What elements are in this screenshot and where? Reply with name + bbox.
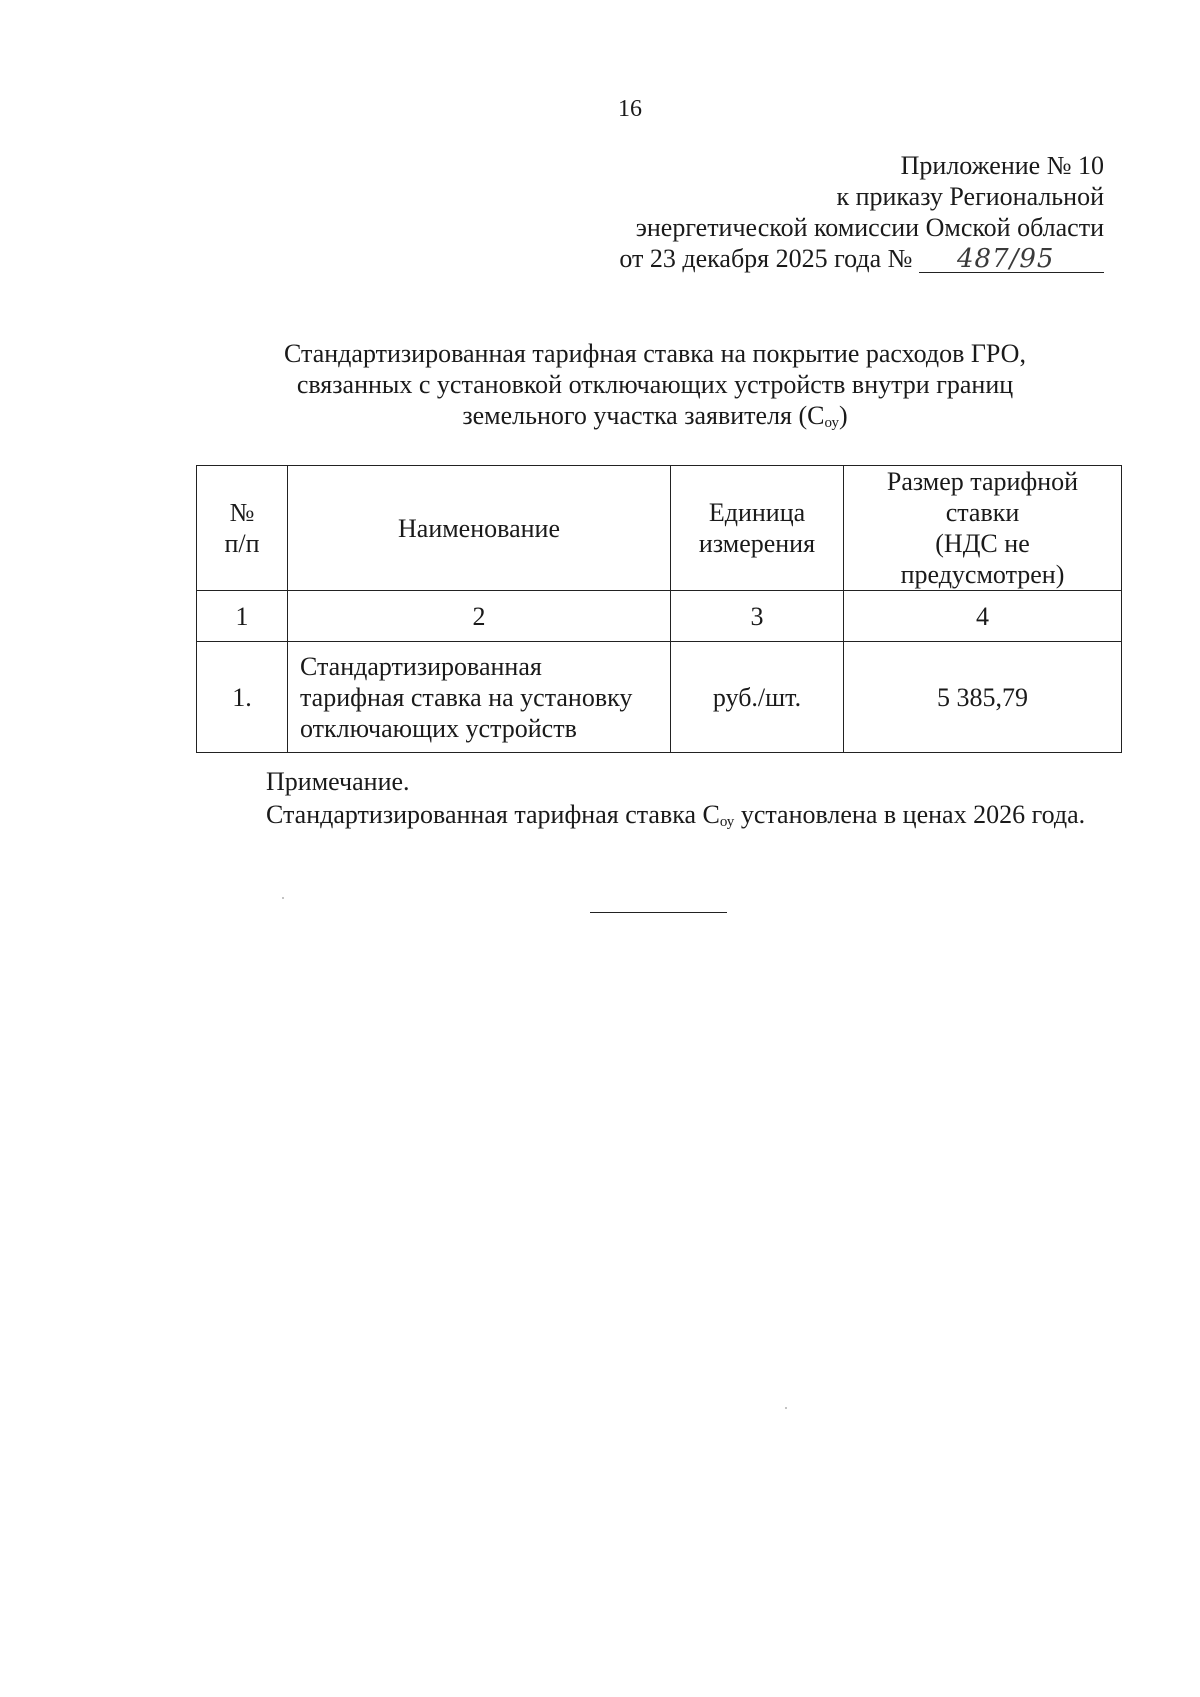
table-row xyxy=(197,642,1122,753)
appendix-date-prefix: от 23 декабря 2025 года № xyxy=(619,244,913,273)
header-unit-line-2: измерения xyxy=(698,529,816,558)
scan-speck xyxy=(282,897,284,899)
column-index-2: 2 xyxy=(288,591,671,642)
title-line-3-close: ) xyxy=(838,401,848,430)
document-title xyxy=(200,338,1110,439)
note-section xyxy=(196,765,1122,839)
title-line-3-text: земельного участка заявителя (С xyxy=(462,401,825,430)
row-rate: 5 385,79 xyxy=(844,642,1122,753)
note-text-start: Стандартизированная тарифная ставка С xyxy=(266,800,720,829)
header-rate-line-1: Размер тарифной ставки xyxy=(886,467,1079,527)
column-index-3: 3 xyxy=(671,591,844,642)
header-unit xyxy=(671,466,844,591)
appendix-header xyxy=(619,150,1104,274)
title-subscript: оу xyxy=(824,415,839,431)
header-num-line-2: п/п xyxy=(224,529,260,558)
appendix-line-1: Приложение № 10 xyxy=(900,151,1104,180)
row-name-line-2: тарифная ставка на установку xyxy=(300,682,633,712)
title-line-2: связанных с установкой отключающих устройств внутри границ xyxy=(296,370,1014,399)
appendix-line-4 xyxy=(619,243,1104,274)
title-line-1: Стандартизированная тарифная ставка на покрытие расходов ГРО, xyxy=(284,339,1026,368)
row-num: 1. xyxy=(197,642,288,753)
note-subscript: оу xyxy=(719,814,735,830)
end-divider xyxy=(590,912,727,913)
handwritten-order-number: 487/95 xyxy=(919,246,1104,273)
tariff-table xyxy=(196,465,1122,753)
header-rate-line-2: (НДС не предусмотрен) xyxy=(900,529,1065,589)
note-text-end: установлена в ценах 2026 года. xyxy=(734,800,1086,829)
column-index-1: 1 xyxy=(197,591,288,642)
row-unit: руб./шт. xyxy=(671,642,844,753)
scan-speck xyxy=(785,1407,787,1409)
header-num-line-1: № xyxy=(229,498,255,527)
note-text xyxy=(196,798,1122,839)
table-header-row xyxy=(197,466,1122,591)
header-rate xyxy=(844,466,1122,591)
header-num xyxy=(197,466,288,591)
appendix-line-3: энергетической комиссии Омской области xyxy=(635,213,1104,242)
column-index-4: 4 xyxy=(844,591,1122,642)
page-number: 16 xyxy=(618,96,642,122)
row-name-line-3: отключающих устройств xyxy=(300,713,577,743)
header-name: Наименование xyxy=(288,466,671,591)
header-unit-line-1: Единица xyxy=(708,498,806,527)
row-name-line-1: Стандартизированная xyxy=(300,651,542,681)
table-index-row xyxy=(197,591,1122,642)
note-title: Примечание. xyxy=(266,767,410,796)
title-line-3 xyxy=(200,400,1110,439)
row-name xyxy=(288,642,671,753)
appendix-line-2: к приказу Региональной xyxy=(836,182,1104,211)
